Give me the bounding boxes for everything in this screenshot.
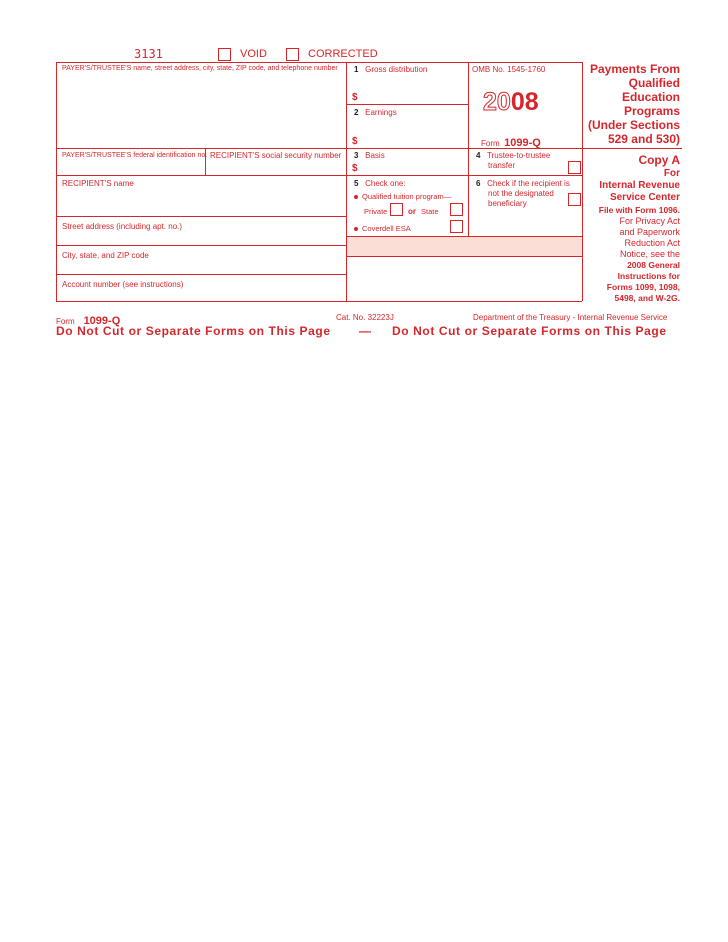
- grid-line: [56, 274, 346, 275]
- grid-bottom: [56, 301, 582, 302]
- copy-line: For Privacy Act: [619, 216, 680, 226]
- corrected-checkbox[interactable]: [286, 48, 299, 61]
- box5-state-label: State: [421, 207, 439, 216]
- box3-number: 3: [354, 151, 359, 160]
- copy-line: Notice, see the: [619, 249, 680, 259]
- box3-amount-field[interactable]: [362, 160, 466, 174]
- copy-line: Reduction Act: [624, 238, 680, 248]
- box6-text-3: beneficiary: [488, 199, 527, 208]
- box4-text-1: Trustee-to-trustee: [486, 151, 551, 160]
- copy-label: Copy A: [638, 153, 680, 167]
- copy-line: File with Form 1096.: [598, 205, 680, 215]
- box1-number: 1: [354, 65, 359, 74]
- box6-text-2: not the designated: [488, 189, 554, 198]
- grid-line: [56, 175, 582, 176]
- box5-option1-text: Qualified tuition program—: [362, 192, 452, 201]
- box4-number: 4: [476, 151, 481, 160]
- box3-text: Basis: [365, 151, 385, 160]
- box2-amount-field[interactable]: [362, 120, 466, 146]
- box2-number: 2: [354, 108, 359, 117]
- grid-line: [346, 62, 347, 301]
- copy-line: Internal Revenue: [599, 180, 680, 191]
- copy-line: 5498, and W-2G.: [614, 293, 680, 303]
- box2-currency: $: [352, 136, 358, 147]
- shaded-area: [347, 237, 582, 256]
- box1-amount-field[interactable]: [362, 78, 466, 102]
- copy-line: and Paperwork: [619, 227, 680, 237]
- copy-line: For: [663, 168, 680, 179]
- box4-label: [476, 151, 550, 171]
- title-line: 529 and 530): [607, 132, 680, 146]
- title-line: Programs: [623, 104, 680, 118]
- department: Department of the Treasury - Internal Revenue Service: [473, 313, 668, 322]
- copy-a-block: [584, 152, 680, 304]
- account-field[interactable]: [57, 290, 345, 300]
- box1-text: Gross distribution: [365, 65, 428, 74]
- title-line: (Under Sections: [588, 118, 681, 132]
- warning-dash: —: [359, 324, 372, 338]
- box3-currency: $: [352, 163, 358, 174]
- box6-number: 6: [476, 179, 481, 188]
- copy-line: Service Center: [609, 192, 680, 203]
- city-label: City, state, and ZIP code: [62, 251, 149, 260]
- form-name: 1099-Q: [504, 137, 541, 149]
- recipient-name-field[interactable]: [57, 190, 345, 215]
- warning-right: Do Not Cut or Separate Forms on This Page: [392, 324, 667, 338]
- box2-text: Earnings: [365, 108, 397, 117]
- street-label: Street address (including apt. no.): [62, 222, 183, 231]
- box5-or: or: [408, 207, 416, 216]
- copy-line: 2008 General: [627, 260, 680, 270]
- street-field[interactable]: [57, 232, 345, 244]
- box2-label: [354, 108, 397, 118]
- grid-right: [582, 62, 583, 301]
- grid-line: [346, 104, 468, 105]
- tax-year-solid: 08: [510, 88, 539, 116]
- recipient-name-label: RECIPIENT'S name: [62, 179, 134, 188]
- recipient-ssn-field[interactable]: [206, 160, 345, 174]
- payer-info-label: PAYER'S/TRUSTEE'S name, street address, city, state, ZIP code, and telephone number: [62, 65, 338, 72]
- account-label: Account number (see instructions): [62, 280, 184, 289]
- payer-fed-id-field[interactable]: [57, 160, 204, 174]
- form-title: [588, 62, 680, 146]
- grid-line: [468, 62, 469, 236]
- box5-label: [354, 179, 406, 189]
- box4-checkbox[interactable]: [568, 161, 581, 174]
- payer-info-field[interactable]: [57, 76, 345, 146]
- box6-label: [476, 179, 570, 209]
- footer-form-prefix: Form: [56, 317, 75, 326]
- grid-line: [56, 245, 346, 246]
- payer-fed-id-label: PAYER'S/TRUSTEE'S federal identification no.: [62, 152, 208, 159]
- warning-left: Do Not Cut or Separate Forms on This Page: [56, 324, 331, 338]
- title-line: Payments From: [589, 62, 680, 76]
- grid-top: [56, 62, 582, 63]
- form-name-block: [481, 133, 541, 151]
- box4-text-2: transfer: [488, 161, 516, 170]
- box5-number: 5: [354, 179, 359, 188]
- footer-form-name: 1099-Q: [83, 315, 121, 327]
- form-prefix: Form: [481, 139, 500, 148]
- box1-currency: $: [352, 92, 358, 103]
- city-field[interactable]: [57, 261, 345, 273]
- box5-option2-text: Coverdell ESA: [362, 224, 411, 233]
- void-checkbox[interactable]: [218, 48, 231, 61]
- box5-coverdell-checkbox[interactable]: [450, 220, 463, 233]
- tax-year-outline: 20: [483, 88, 511, 116]
- title-line: Qualified: [628, 76, 680, 90]
- box5-option-coverdell: [354, 224, 411, 233]
- recipient-ssn-label: RECIPIENT'S social security number: [210, 151, 342, 160]
- bullet-icon: [354, 227, 358, 231]
- copy-line: Instructions for: [617, 271, 680, 281]
- cat-number: Cat. No. 32223J: [336, 313, 394, 322]
- box5-private-checkbox[interactable]: [390, 203, 403, 216]
- bullet-icon: [354, 195, 358, 199]
- box6-text-1: Check if the recipient is: [487, 179, 570, 188]
- void-label: VOID: [240, 48, 267, 60]
- box5-option-qtp: [354, 192, 451, 201]
- grid-line: [346, 256, 582, 257]
- form-code: 3131: [134, 47, 163, 61]
- box1-label: [354, 65, 427, 75]
- grid-line: [56, 216, 346, 217]
- title-line: Education: [621, 90, 680, 104]
- box6-checkbox[interactable]: [568, 193, 581, 206]
- corrected-label: CORRECTED: [308, 48, 378, 60]
- box5-state-checkbox[interactable]: [450, 203, 463, 216]
- grid-line: [56, 148, 682, 149]
- omb-number: OMB No. 1545-1760: [472, 65, 546, 74]
- copy-line: Forms 1099, 1098,: [606, 282, 680, 292]
- tax-year: [483, 88, 539, 116]
- box5-text: Check one:: [365, 179, 406, 188]
- box5-private-label: Private: [364, 207, 388, 216]
